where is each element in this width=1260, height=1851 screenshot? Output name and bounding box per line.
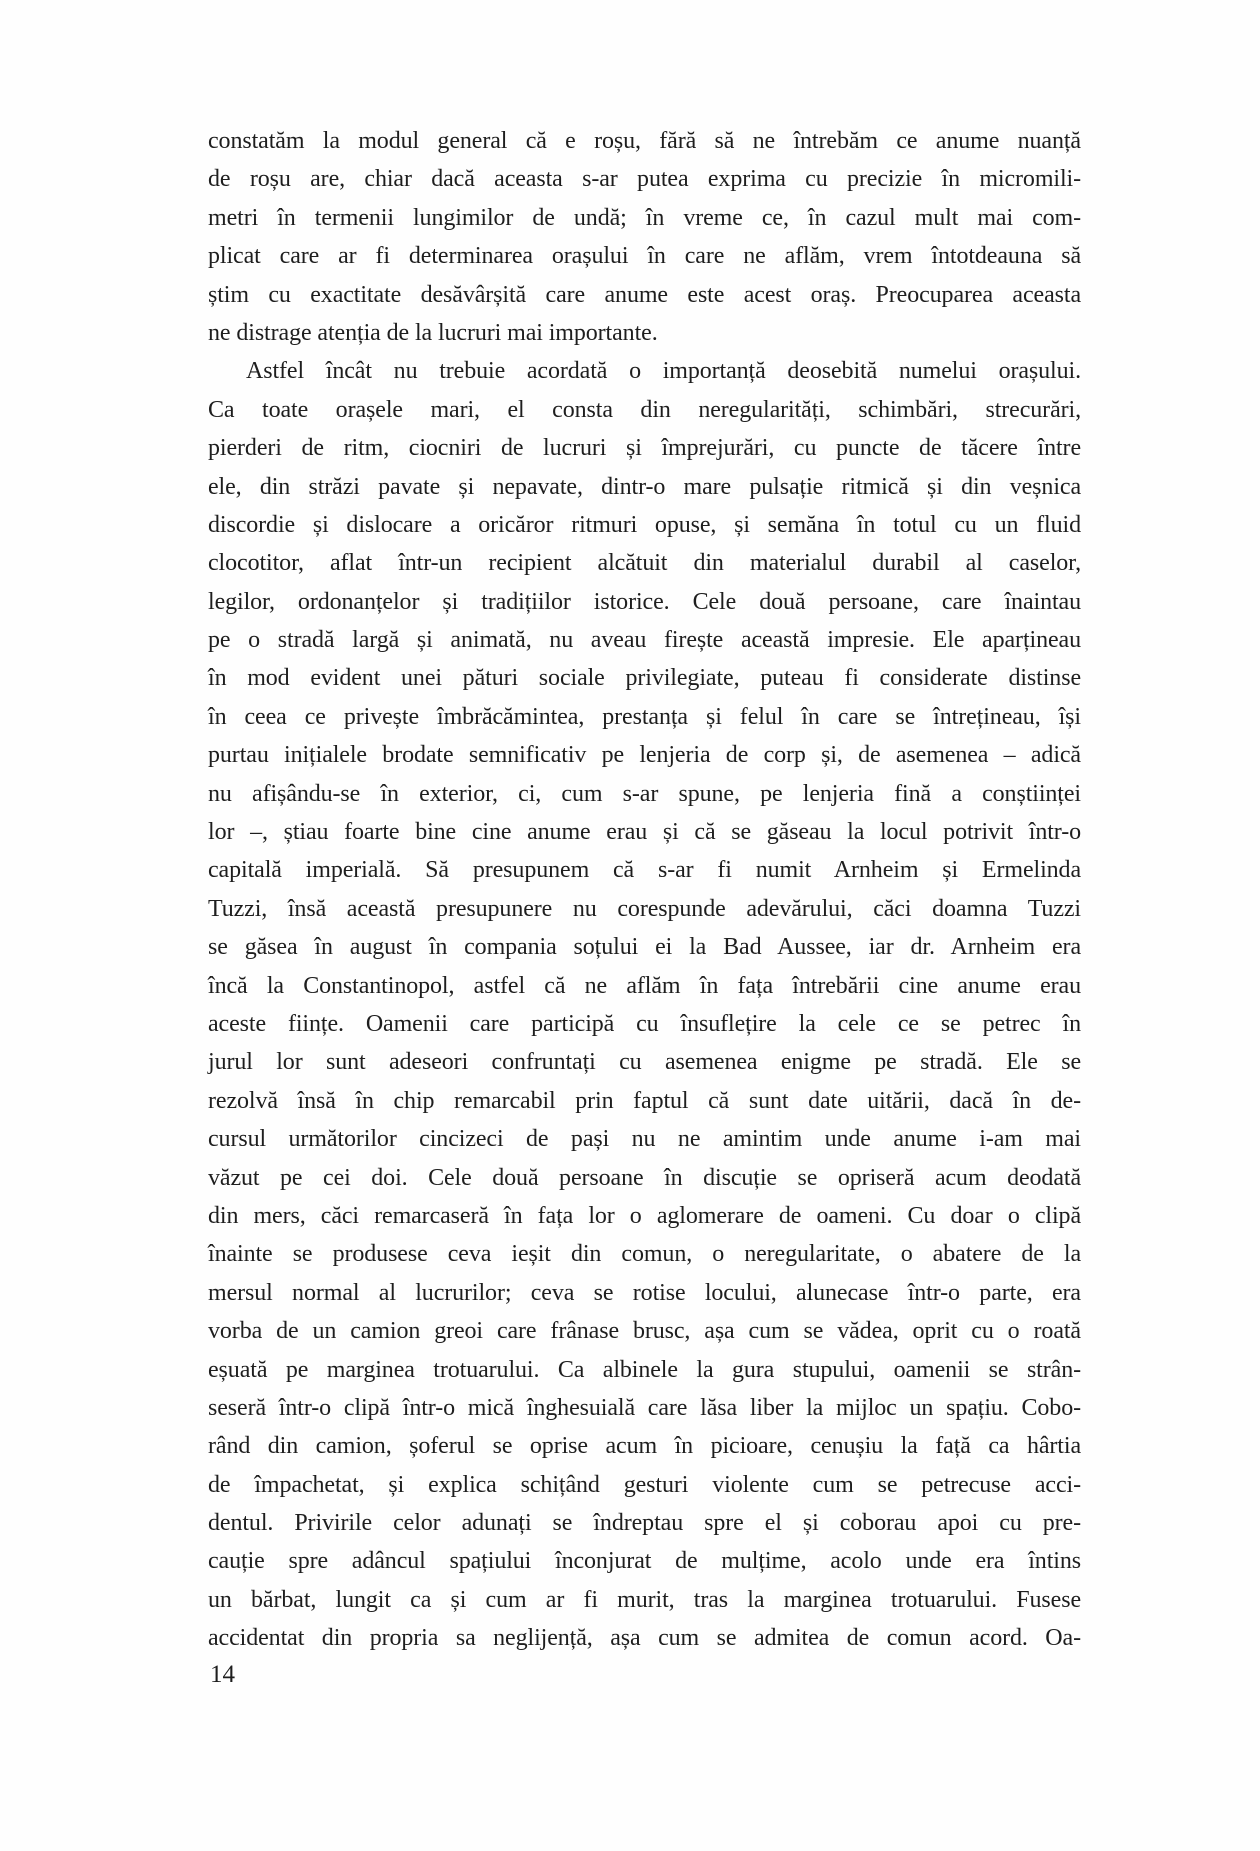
text-line: rând din camion, șoferul se oprise acum în picioare, cenușiu la față ca hârtia — [208, 1433, 1081, 1460]
text-line: de roșu are, chiar dacă aceasta s-ar putea exprima cu precizie în micromili- — [208, 166, 1081, 193]
text-line: în ceea ce privește îmbrăcămintea, prestanța și felul în care se întrețineau, își — [208, 703, 1081, 730]
text-line: se găsea în august în compania soțului ei la Bad Aussee, iar dr. Arnheim era — [208, 934, 1081, 961]
text-line: un bărbat, lungit ca și cum ar fi murit, tras la marginea trotuarului. Fusese — [208, 1586, 1081, 1613]
text-line: clocotitor, aflat într-un recipient alcătuit din materialul durabil al caselor, — [208, 550, 1081, 577]
text-line: cauție spre adâncul spațiului înconjurat de mulțime, acolo unde era întins — [208, 1548, 1081, 1575]
text-line: știm cu exactitate desăvârșită care anume este acest oraș. Preocuparea aceasta — [208, 281, 1081, 308]
text-line: constatăm la modul general că e roșu, fără să ne întrebăm ce anume nuanță — [208, 128, 1081, 154]
text-line: ne distrage atenția de la lucruri mai importante. — [208, 319, 658, 346]
text-line: pierderi de ritm, ciocniri de lucruri și împrejurări, cu puncte de tăcere între — [208, 435, 1081, 462]
text-line: metri în termenii lungimilor de undă; în vreme ce, în cazul mult mai com- — [208, 204, 1081, 231]
text-line: înainte se produsese ceva ieșit din comun, o neregularitate, o abatere de la — [208, 1241, 1081, 1268]
text-line: legilor, ordonanțelor și tradițiilor istorice. Cele două persoane, care înaintau — [208, 588, 1081, 615]
text-line: accidentat din propria sa neglijență, așa cum se admitea de comun acord. Oa- — [208, 1625, 1081, 1652]
text-line: capitală imperială. Să presupunem că s-ar fi numit Arnheim și Ermelinda — [208, 857, 1081, 884]
text-line: vorba de un camion greoi care frânase brusc, așa cum se vădea, oprit cu o roată — [208, 1318, 1081, 1345]
text-line: Ca toate orașele mari, el consta din neregularități, schimbări, strecurări, — [208, 396, 1081, 423]
text-line: pe o stradă largă și animată, nu aveau firește această impresie. Ele aparțineau — [208, 627, 1081, 654]
text-line: dentul. Privirile celor adunați se îndreptau spre el și coborau apoi cu pre- — [208, 1510, 1081, 1537]
text-line: încă la Constantinopol, astfel că ne aflăm în fața întrebării cine anume erau — [208, 972, 1081, 999]
text-line: în mod evident unei pături sociale privilegiate, puteau fi considerate distinse — [208, 665, 1081, 692]
text-line: Astfel încât nu trebuie acordată o importanță deosebită numelui orașului. — [246, 358, 1081, 385]
text-line: discordie și dislocare a oricăror ritmuri opuse, și semăna în totul cu un fluid — [208, 511, 1081, 538]
page-number: 14 — [210, 1661, 235, 1688]
text-line: lor –, știau foarte bine cine anume erau și că se găseau la locul potrivit într-o — [208, 819, 1081, 846]
text-line: plicat care ar fi determinarea orașului în care ne aflăm, vrem întotdeauna să — [208, 243, 1081, 270]
text-line: jurul lor sunt adeseori confruntați cu asemenea enigme pe stradă. Ele se — [208, 1049, 1081, 1076]
text-line: eșuată pe marginea trotuarului. Ca albinele la gura stupului, oamenii se strân- — [208, 1356, 1081, 1383]
text-line: rezolvă însă în chip remarcabil prin faptul că sunt date uitării, dacă în de- — [208, 1087, 1081, 1114]
text-block — [208, 122, 1081, 1658]
text-line: seseră într-o clipă într-o mică înghesuială care lăsa liber la mijloc un spațiu. Cobo- — [208, 1394, 1081, 1421]
text-line: văzut pe cei doi. Cele două persoane în discuție se opriseră acum deodată — [208, 1164, 1081, 1191]
text-line: aceste ființe. Oamenii care participă cu însuflețire la cele ce se petrec în — [208, 1010, 1081, 1037]
text-line: Tuzzi, însă această presupunere nu corespunde adevărului, căci doamna Tuzzi — [208, 895, 1081, 922]
text-line: din mers, căci remarcaseră în fața lor o aglomerare de oameni. Cu doar o clipă — [208, 1202, 1081, 1229]
text-line: cursul următorilor cincizeci de pași nu ne amintim unde anume i-am mai — [208, 1126, 1081, 1153]
text-line: purtau inițialele brodate semnificativ pe lenjeria de corp și, de asemenea – adică — [208, 742, 1081, 769]
text-line: de împachetat, și explica schițând gesturi violente cum se petrecuse acci- — [208, 1471, 1081, 1498]
text-line: ele, din străzi pavate și nepavate, dintr-o mare pulsație ritmică și din veșnica — [208, 473, 1081, 500]
text-line: nu afișându-se în exterior, ci, cum s-ar spune, pe lenjeria fină a conștiinței — [208, 780, 1081, 807]
text-line: mersul normal al lucrurilor; ceva se rotise locului, alunecase într-o parte, era — [208, 1279, 1081, 1306]
